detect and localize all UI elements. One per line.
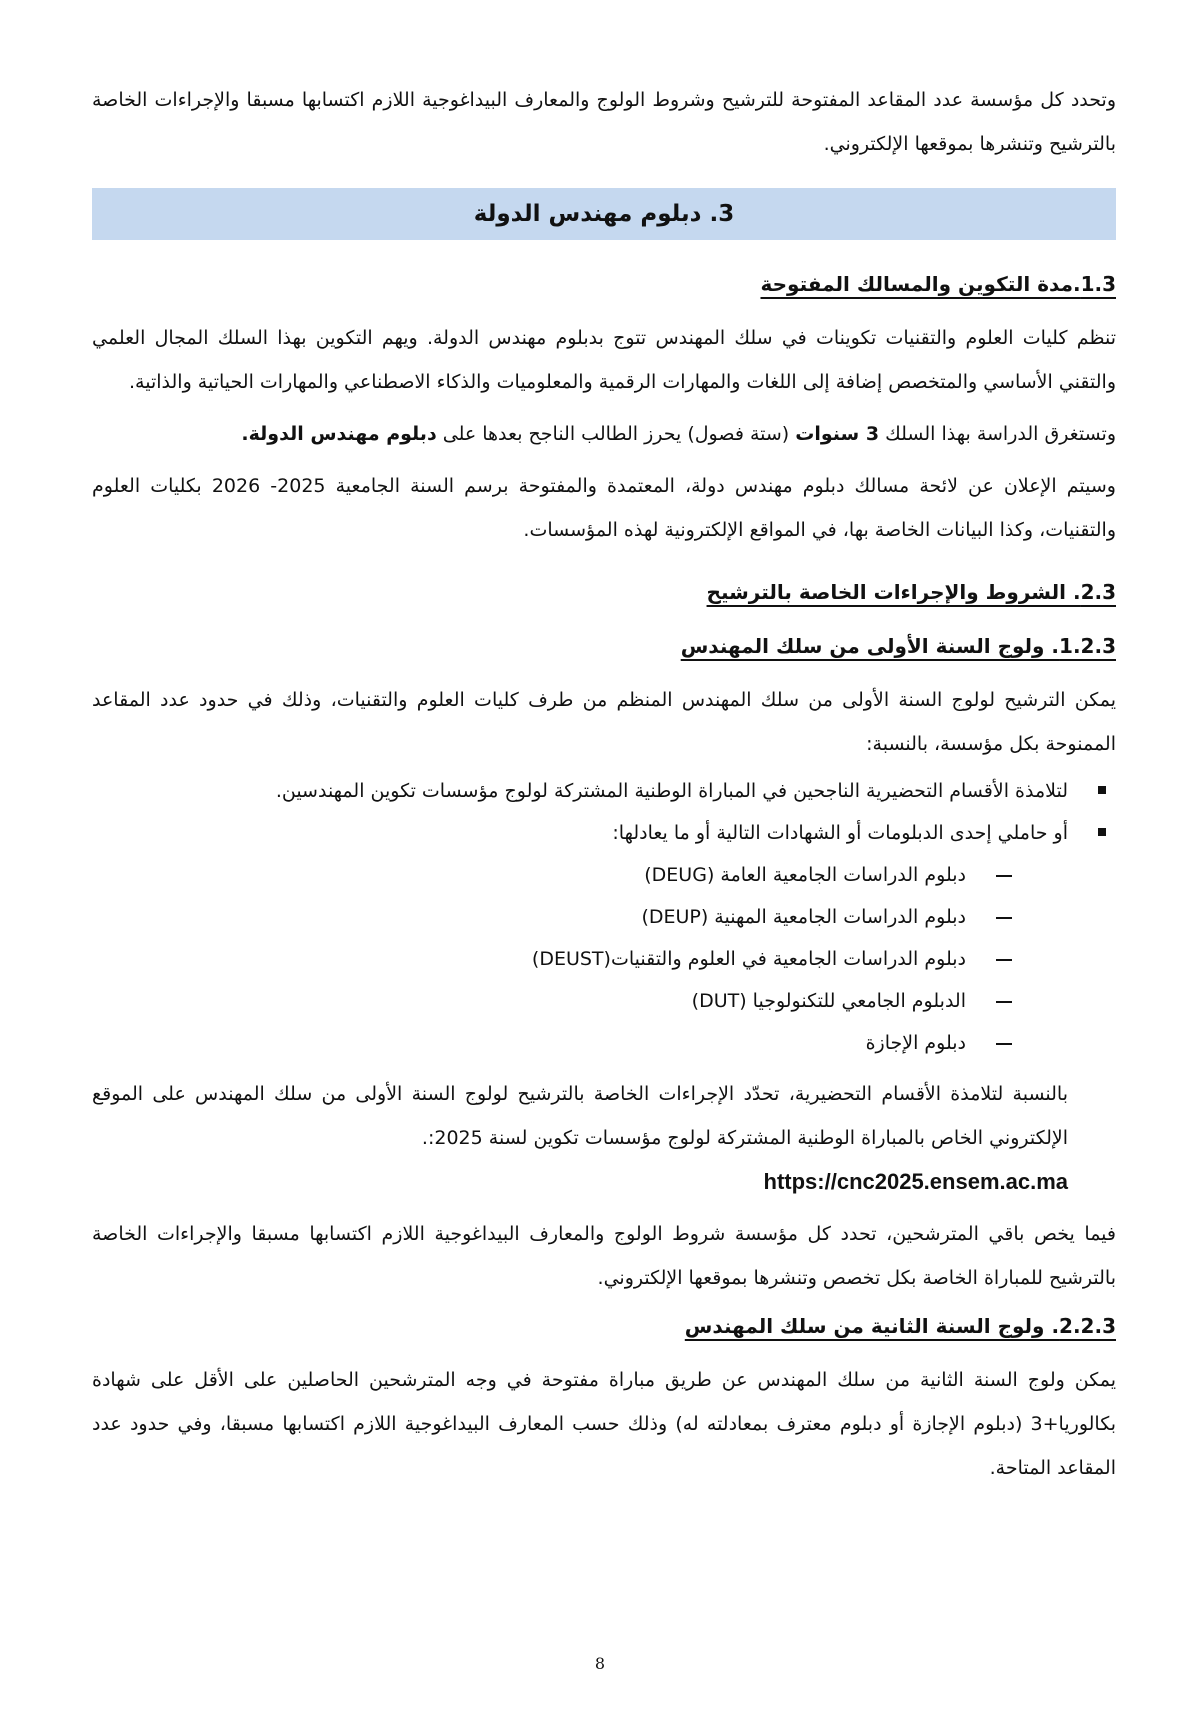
section-title: 3. دبلوم مهندس الدولة: [473, 201, 735, 227]
duration-text-a: وتستغرق الدراسة بهذا السلك: [879, 423, 1116, 445]
eligibility-list: [92, 770, 1116, 854]
diploma-name: دبلوم مهندس الدولة.: [241, 423, 437, 445]
heading-3-2-2: 2.2.3. ولوج السنة الثانية من سلك المهندس: [684, 1314, 1116, 1338]
document-page: [92, 78, 1116, 1490]
section-title-banner: [92, 188, 1116, 240]
list-item: أو حاملي إحدى الدبلومات أو الشهادات التالية أو ما يعادلها:: [92, 812, 1068, 854]
diploma-list: [92, 854, 1116, 1064]
dash-icon: [996, 917, 1012, 919]
dash-icon: [996, 1001, 1012, 1003]
duration-years: 3 سنوات: [795, 423, 880, 445]
dash-icon: [996, 959, 1012, 961]
cnc-url-link[interactable]: https://cnc2025.ensem.ac.ma: [763, 1169, 1068, 1194]
page-number: 8: [594, 1654, 606, 1673]
paragraph-second-year: يمكن ولوج السنة الثانية من سلك المهندس عن طريق مباراة مفتوحة في وجه المترشحين الحاصلين على الأقل على شهادة بكالوريا+3 (دبلوم الإجازة أو دبلوم معترف بمعادلته له) وذلك حسب المعارف البيداغوجية اللازم اكتسابها مسبقا، وفي حدود عدد المقاعد المتاحة.: [92, 1369, 1116, 1479]
intro-paragraph: وتحدد كل مؤسسة عدد المقاعد المفتوحة للترشيح وشروط الولوج والمعارف البيداغوجية اللازم اكتسابها مسبقا والإجراءات الخاصة بالترشيح وتنشرها بموقعها الإلكتروني.: [92, 89, 1116, 155]
list-item: دبلوم الإجازة: [92, 1022, 966, 1064]
paragraph-first-year: يمكن الترشيح لولوج السنة الأولى من سلك المهندس المنظم من طرف كليات العلوم والتقنيات، وذلك في حدود عدد المقاعد الممنوحة بكل مؤسسة، بالنسبة:: [92, 689, 1116, 755]
list-item: دبلوم الدراسات الجامعية في العلوم والتقنيات(DEUST): [92, 938, 966, 980]
heading-3-1: 1.3.مدة التكوين والمسالك المفتوحة: [760, 272, 1116, 296]
bullet-square-icon: [1098, 786, 1106, 794]
list-item: دبلوم الدراسات الجامعية العامة (DEUG): [92, 854, 966, 896]
paragraph-announcement: وسيتم الإعلان عن لائحة مسالك دبلوم مهندس دولة، المعتمدة والمفتوحة برسم السنة الجامعية 2025- 2026 بكليات العلوم والتقنيات، وكذا البيانات الخاصة بها، في المواقع الإلكترونية لهذه المؤسسات.: [92, 475, 1116, 541]
heading-3-2-1: 1.2.3. ولوج السنة الأولى من سلك المهندس: [680, 634, 1116, 658]
dash-icon: [996, 1043, 1012, 1045]
heading-3-2: 2.3. الشروط والإجراءات الخاصة بالترشيح: [706, 580, 1116, 604]
list-item: الدبلوم الجامعي للتكنولوجيا (DUT): [92, 980, 966, 1022]
paragraph-other-candidates: فيما يخص باقي المترشحين، تحدد كل مؤسسة شروط الولوج والمعارف البيداغوجية اللازم اكتسابها مسبقا والإجراءات الخاصة بالترشيح للمباراة الخاصة بكل تخصص وتنشرها بموقعها الإلكتروني.: [92, 1223, 1116, 1289]
dash-icon: [996, 875, 1012, 877]
paragraph-cpge-note: بالنسبة لتلامذة الأقسام التحضيرية، تحدّد الإجراءات الخاصة بالترشيح لولوج السنة الأولى من سلك المهندس على الموقع الإلكتروني الخاص بالمباراة الوطنية المشتركة لولوج مؤسسات تكوين لسنة 2025:.: [92, 1083, 1068, 1149]
duration-text-c: (ستة فصول) يحرز الطالب الناجح بعدها على: [436, 423, 796, 445]
paragraph-duration: [92, 412, 1116, 456]
paragraph-training: تنظم كليات العلوم والتقنيات تكوينات في سلك المهندس تتوج بدبلوم مهندس الدولة. ويهم التكوين بهذا السلك المجال العلمي والتقني الأساسي والمتخصص إضافة إلى اللغات والمهارات الرقمية والمعلوميات والذكاء الاصطناعي والمهارات الحياتية والذاتية.: [92, 327, 1116, 393]
list-item: دبلوم الدراسات الجامعية المهنية (DEUP): [92, 896, 966, 938]
bullet-square-icon: [1098, 828, 1106, 836]
list-item: لتلامذة الأقسام التحضيرية الناجحين في المباراة الوطنية المشتركة لولوج مؤسسات تكوين المهندسين.: [92, 770, 1068, 812]
